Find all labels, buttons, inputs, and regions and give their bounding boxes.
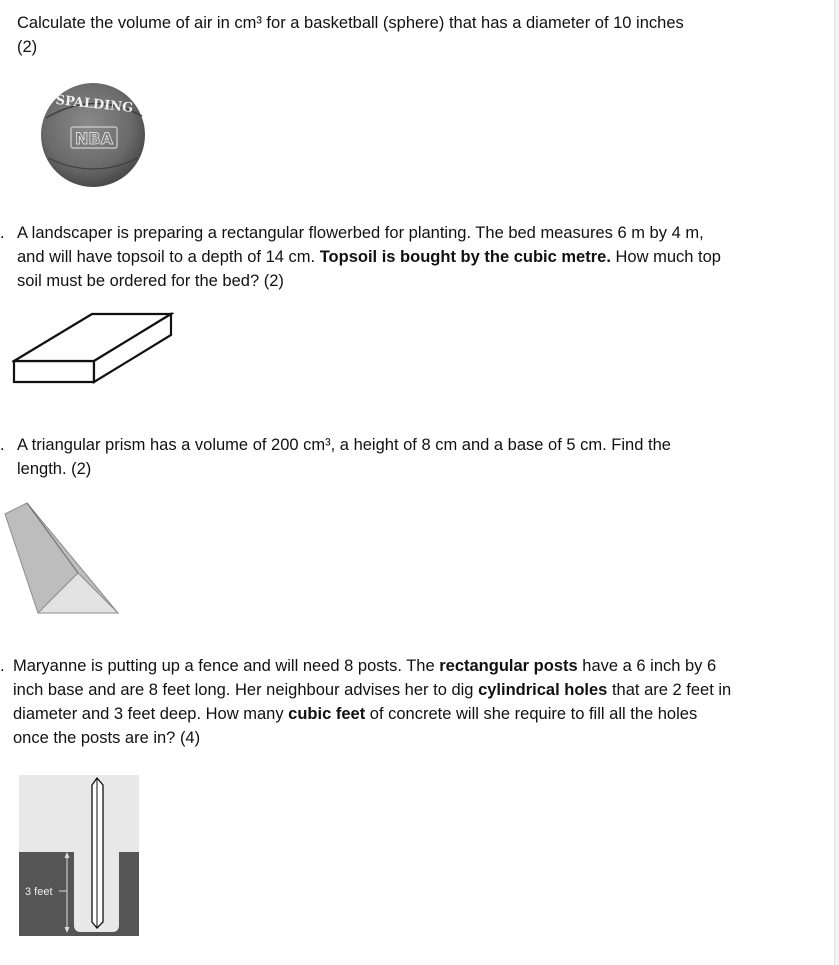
question-4-marker: .: [0, 657, 5, 675]
question-4-text: Maryanne is putting up a fence and will need 8 posts. The rectangular posts have a 6 inch by 6 inch base and are 8 feet long. Her neighbour advises her to dig cylindrical holes that are 2 feet in diameter and 3 feet deep. How many cubic feet of concrete will she require to fill all the holes once the posts are in? (4): [13, 657, 732, 747]
question-3-marker: .: [0, 436, 5, 454]
question-2-marker: .: [0, 224, 5, 242]
question-3-text: A triangular prism has a volume of 200 cm³, a height of 8 cm and a base of 5 cm. Find the length. (2): [17, 436, 671, 478]
question-1-text: Calculate the volume of air in cm³ for a basketball (sphere) that has a diameter of 10 inches (2): [17, 14, 684, 56]
triangular-prism-figure: [3, 500, 121, 616]
depth-label: 3 feet: [25, 886, 53, 898]
fence-post-hole-figure: [19, 775, 139, 936]
page-edge: [834, 0, 839, 965]
nba-logo: NBA: [75, 129, 113, 148]
question-2-text: A landscaper is preparing a rectangular flowerbed for planting. The bed measures 6 m by 4 m, and will have topsoil to a depth of 14 cm. Topsoil is bought by the cubic metre. How much top soil must be ordered for the bed? (2): [17, 224, 721, 290]
flowerbed-prism-figure: [12, 312, 174, 384]
spalding-logo: SPALDING: [54, 92, 134, 117]
basketball-figure: [38, 80, 150, 188]
